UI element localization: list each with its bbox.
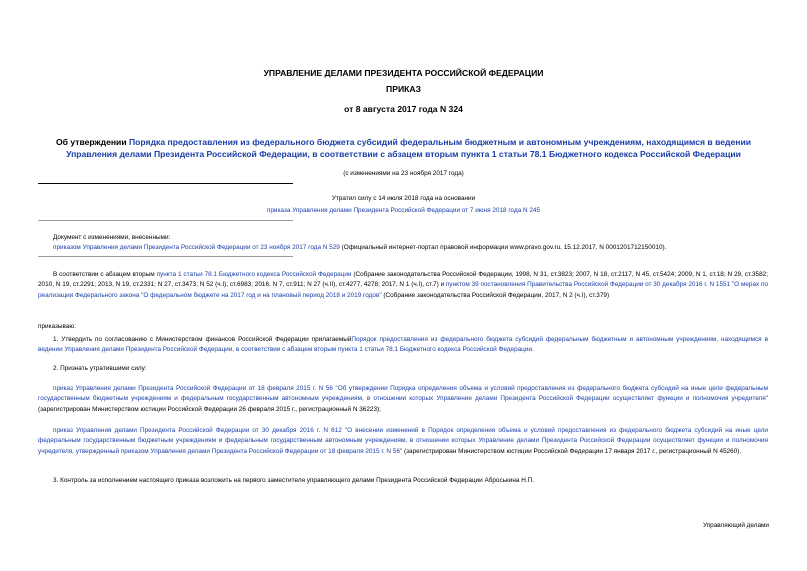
para1-text-1: В соответствии с абзацем вторым: [53, 271, 157, 278]
divider: [38, 220, 293, 221]
procedure-link[interactable]: Порядок предоставления из федерального бюджета субсидий федеральным бюджетным и автономным учреждениям, находящимся в ведении Управления делами Президента Российской Федерации, в соответствии с абзацем вторым пункта 1 статьи 78.1 Бюджетного кодекса Российской Федерации: [38, 336, 768, 354]
org-heading: УПРАВЛЕНИЕ ДЕЛАМИ ПРЕЗИДЕНТА РОССИЙСКОЙ ФЕДЕРАЦИИ: [263, 68, 544, 78]
government-decree-link[interactable]: пунктом 39 постановления Правительства Российской Федерации от 30 декабря 2016 г. N 1551 "О мерах по реализации Федерального закона "О федеральном бюджете на 2017 год и на плановый период 2018 и 2019 годов": [38, 281, 769, 299]
doc-type-heading: ПРИКАЗ: [386, 84, 421, 94]
budget-code-link[interactable]: пункта 1 статьи 78.1 Бюджетного кодекса Российской Федерации: [156, 271, 352, 278]
repeal2-rest: (зарегистрирован Министерством юстиции Российской Федерации 17 января 2017 г., регистрационный N 45260).: [402, 447, 742, 455]
document-title: [45, 136, 762, 160]
repeal-item-1: [38, 384, 768, 415]
repeal1-rest: (зарегистрирован Министерством юстиции Российской Федерации 26 февраля 2015 г., регистрационный N 36223);: [38, 405, 381, 413]
item1-end: .: [532, 346, 534, 354]
divider: [38, 256, 293, 257]
changes-rest: (Официальный интернет-портал правовой информации www.pravo.gov.ru, 15.12.2017, N 0001201712150010).: [339, 244, 667, 251]
item-3: 3. Контроль за исполнением настоящего приказа возложить на первого заместителя управляющего делами Президента Российской Федерации Аброськина Н.П.: [53, 477, 534, 484]
repeal-order-56-link[interactable]: приказ Управления делами Президента Российской Федерации от 18 февраля 2015 г. N 56 "Об утверждении Порядка определения объема и условий предоставления из федерального бюджета субсидий на иные цели федеральным государственным бюджетным учреждениям и федеральным государственным автономным учреждениям, в отношении которых Управление делами Президента Российской Федерации осуществляет функции и полномочия учредителя": [38, 385, 768, 403]
changes-label: Документ с изменениями, внесенными:: [53, 234, 171, 241]
amended-note: (с изменениями на 23 ноября 2017 года): [343, 170, 464, 177]
item1-text: 1. Утвердить по согласованию с Министерством финансов Российской Федерации прилагаемый: [53, 336, 352, 343]
item-2: 2. Признать утратившими силу:: [53, 365, 147, 372]
item-1: [38, 335, 768, 356]
changes-line: [53, 243, 773, 253]
title-prefix: Об утверждении: [55, 137, 129, 147]
expired-order-link-text[interactable]: приказа Управления делами Президента Российской Федерации от 7 июня 2018 года N 245: [266, 207, 541, 214]
doc-date-line: от 8 августа 2017 года N 324: [344, 104, 463, 114]
para1-text-2: (Собрание законодательства Российской Федерации, 1998, N 31, ст.3823; 2007, N 18, ст.2117, N 45, ст.5424; 2009, N 1, ст.18; N 29, ст.3582; 2010, N 19, ст.2291; 2013, N 19, ст.2331; N 27, ст.3473; N 52 (ч.I), ст.6983; 2016, N 7, ст.911; N 27 (ч.II), ст.4277, 4278; 2017, N 1 (ч.I), ст.7) и: [38, 271, 768, 289]
orders-word: приказываю:: [38, 323, 76, 330]
divider: [38, 183, 293, 184]
paragraph-legal-basis: [38, 270, 768, 301]
changes-order-link[interactable]: приказом Управления делами Президента Российской Федерации от 23 ноября 2017 года N 529: [53, 244, 340, 251]
expired-note: Утратил силу с 14 июля 2018 года на основании: [331, 195, 476, 202]
repeal-item-2: [38, 426, 768, 457]
signature-title: Управляющий делами: [702, 522, 769, 529]
para1-text-3: (Собрание законодательства Российской Федерации, 2017, N 2 (ч.I), ст.379): [381, 291, 610, 299]
expired-order-link: [0, 207, 807, 214]
repeal-order-612-link[interactable]: приказ Управления делами Президента Российской Федерации от 30 декабря 2016 г. N 612 "О внесении изменений в Порядок определения объема и условий предоставления из федерального бюджета субсидий на иные цели федеральным государственным бюджетным учреждениям и федеральным государственным автономным учреждениям, в отношении которых Управление делами Президента Российской Федерации осуществляет функции и полномочия учредителя, утвержденный приказом Управления делами Президента Российской Федерации от 18 февраля 2015 г. N 56": [38, 427, 768, 455]
title-link[interactable]: Порядка предоставления из федерального бюджета субсидий федеральным бюджетным и автономным учреждениям, находящимся в ведении Управления делами Президента Российской Федерации, в соответствии с абзацем вторым пункта 1 статьи 78.1 Бюджетного кодекса Российской Федерации: [66, 137, 752, 159]
